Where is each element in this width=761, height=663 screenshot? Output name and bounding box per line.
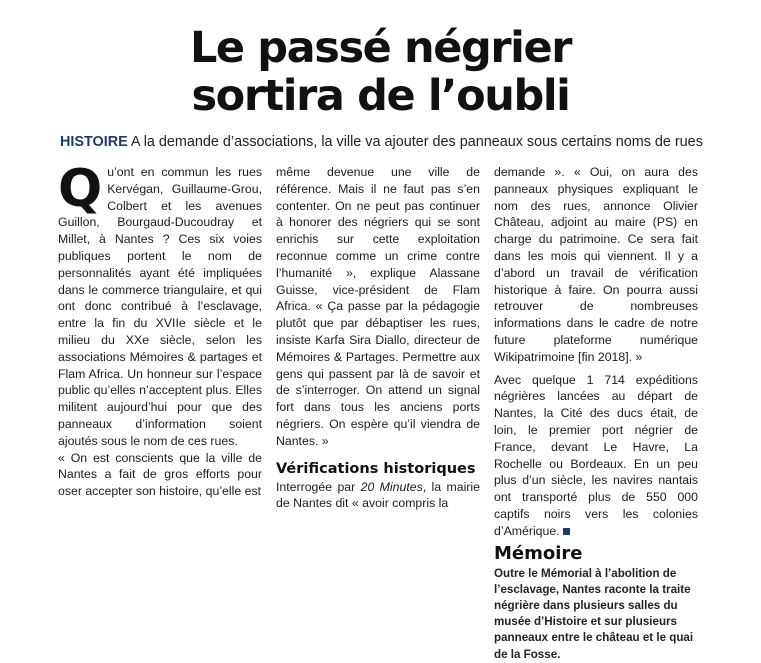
headline — [0, 24, 761, 120]
paragraph-mairie-continued: demande ». « Oui, on aura des panneaux physiques expliquant le nom des rues, annonce Olivier Château, adjoint au maire (PS) en charge du patrimoine. Ce sera fait dans les mois qui viennent. Il y a d’abord un travail de vérification historique à faire. On pourra aussi retrouver de nombreuses informations dans le cadre de notre future plateforme numérique Wikipatrimoine [fin 2018]. » — [494, 165, 698, 364]
headline-line-2: sortira de l’oubli — [191, 71, 570, 121]
paragraph-history — [494, 372, 698, 540]
article-intro — [58, 159, 262, 450]
box-title: Mémoire — [494, 542, 583, 564]
section-kicker: HISTOIRE — [60, 134, 128, 150]
box-text: Outre le Mémorial à l’abolition de l’esclavage, Nantes raconte la traite négrière dans plusieurs salles du musée d’Histoire et sur plusieurs panneaux entre le château et le quai de la Fosse. — [494, 566, 694, 661]
subhead: Vérifications historiques — [276, 460, 476, 477]
history-text: Avec quelque 1 714 expéditions négrières lancées au départ de Nantes, la Cité des ducs était, de loin, le premier port négrier de France, devant Le Havre, La Rochelle ou Bordeaux. En un peu plus d’un siècle, les navires nantais ont transporté plus de 550 000 captifs noirs vers les colonies d’Amérique. — [494, 372, 698, 538]
paragraph-quote-continued: même devenue une ville de référence. Mais il ne faut pas s’en contenter. On ne peut pas continuer à honorer des négriers qui se sont enrichis sur cette exploitation reconnue comme un crime contre l’humanité », explique Alassane Guisse, vice-président de Flam Africa. « Ça passe par la pédagogie plutôt que par débaptiser les rues, insiste Karfa Sira Diallo, directeur de Mémoires & Partages. Permettre aux gens qui passent par là de savoir et de s’interroger. On attend un signal fort dans tous les anciens ports négriers. On espère qu’il viendra de Nantes. » — [276, 165, 480, 448]
headline-line-1: Le passé négrier — [189, 23, 572, 73]
end-mark-icon — [563, 528, 570, 535]
article-column-3 — [494, 164, 698, 663]
mairie-text-start: Interrogée par — [276, 479, 361, 494]
paragraph-mairie — [276, 479, 480, 513]
paragraph-intro: u’ont en commun les rues Kervégan, Guillaume-Grou, Colbert et les avenues Guillon, Bourgaud-Ducoudray et Millet, à Nantes ? Ces six voies publiques portent le nom de personnalités ayant été impliquées dans le commerce triangulaire, et qui ont donc contribué à l’esclavage, entre la fin du XVIIe siècle et le milieu du XXe siècle, selon les associations Mémoires & partages et Flam Africa. Un honneur sur l’espace public qu’elles n’acceptent plus. Elles militent aujourd’hui pour que des panneaux d’information soient ajoutés sous le nom de ces rues. — [58, 165, 262, 448]
article-column-2 — [276, 164, 480, 512]
drop-cap: Q — [58, 159, 103, 219]
mairie-text-end: , la mairie de Nantes dit « avoir compris la — [276, 479, 480, 511]
deck — [60, 133, 750, 151]
deck-text: A la demande d’associations, la ville va ajouter des panneaux sous certains noms de rues — [130, 134, 703, 150]
paragraph-quote: « On est conscients que la ville de Nantes a fait de gros efforts pour oser accepter son histoire, qu’elle est — [58, 450, 262, 499]
article-column-1 — [58, 159, 262, 500]
source-name: 20 Minutes — [360, 479, 423, 494]
